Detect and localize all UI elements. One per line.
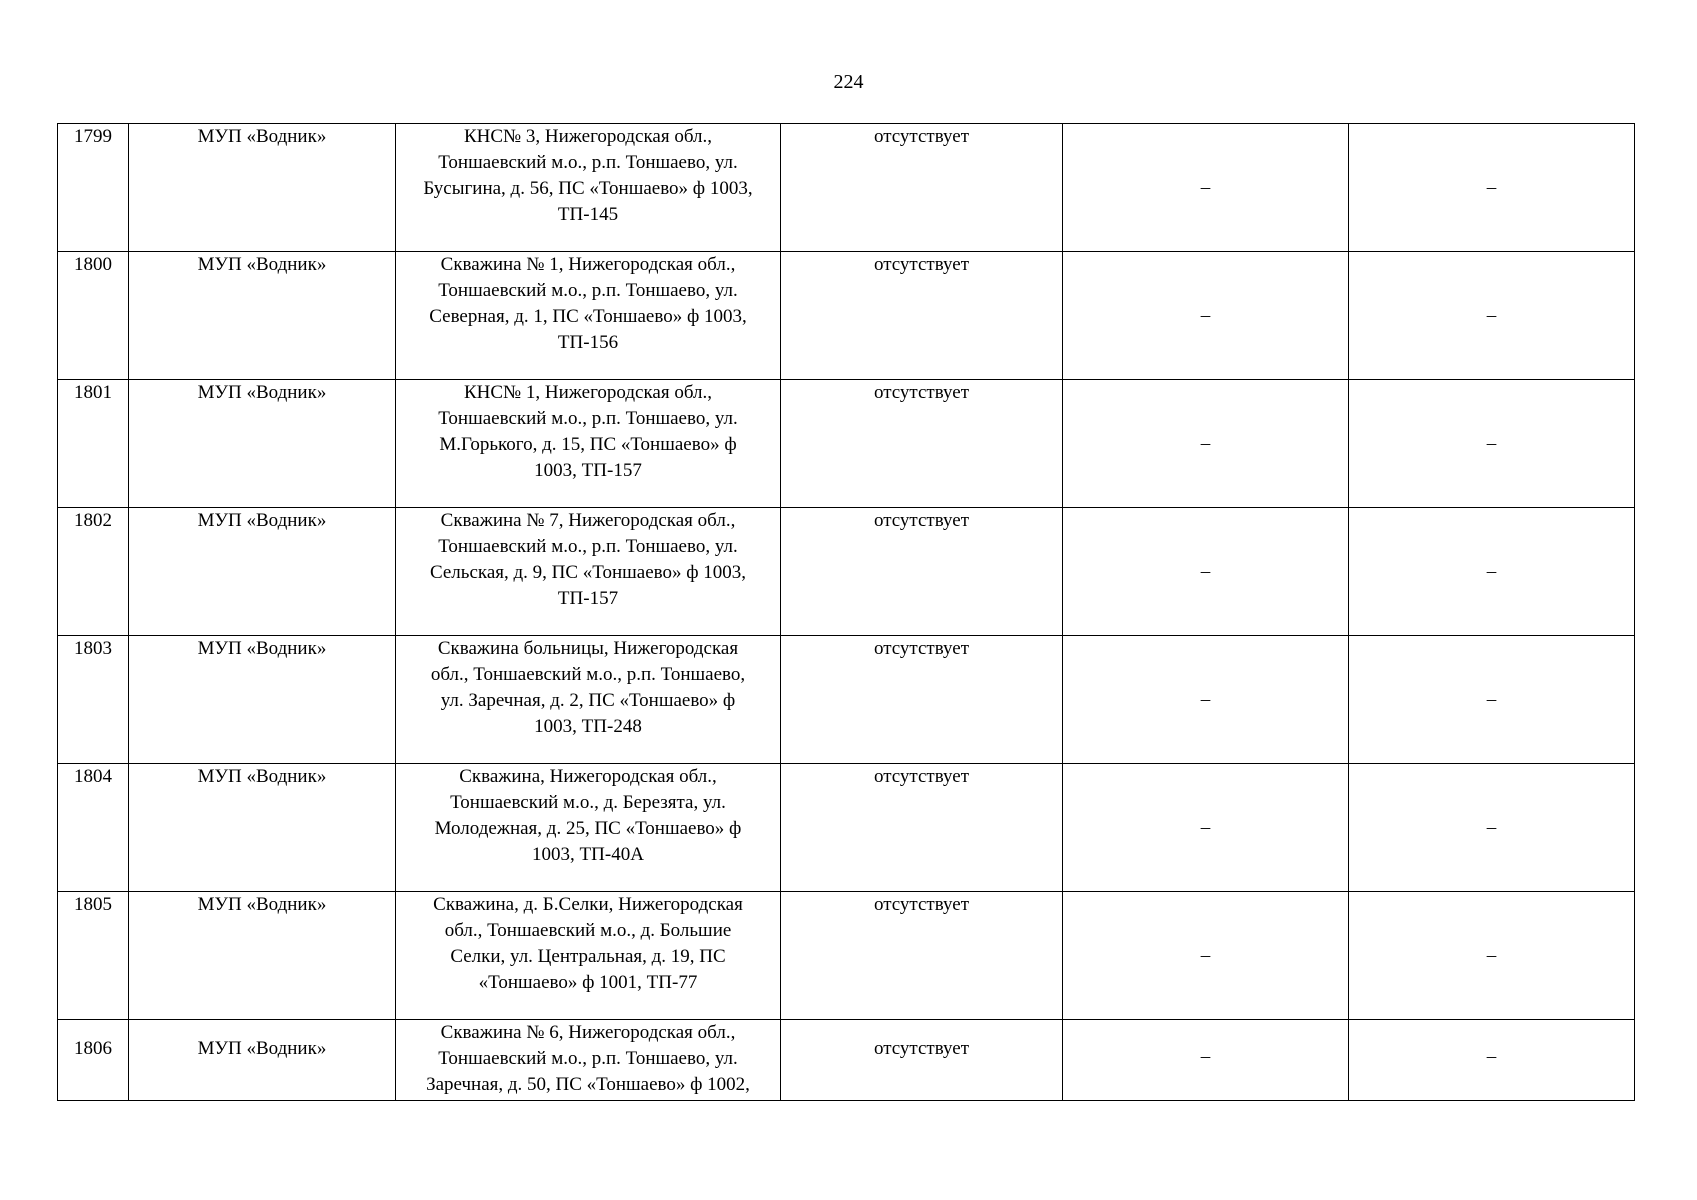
meter-status-cell: отсутствует <box>781 1020 1063 1101</box>
table-row <box>58 764 1635 892</box>
address-cell <box>396 508 781 636</box>
address-line: Селки, ул. Центральная, д. 19, ПС <box>450 946 726 967</box>
empty-value-cell: – <box>1349 508 1635 636</box>
address-line: Тоншаевский м.о., д. Березята, ул. <box>450 792 726 813</box>
address-line: Скважина больницы, Нижегородская <box>437 638 739 659</box>
address-line: ТП-145 <box>557 204 619 225</box>
address-cell <box>396 1020 781 1101</box>
address-line: Тоншаевский м.о., р.п. Тоншаево, ул. <box>438 1048 738 1069</box>
empty-value-cell: – <box>1349 252 1635 380</box>
registry-table <box>57 123 1635 1101</box>
empty-value-cell: – <box>1063 1020 1349 1101</box>
organization-cell: МУП «Водник» <box>129 380 396 508</box>
row-number-cell: 1805 <box>58 892 129 1020</box>
table-body <box>58 124 1635 1101</box>
table-row <box>58 636 1635 764</box>
address-line: Тоншаевский м.о., р.п. Тоншаево, ул. <box>438 280 738 301</box>
row-number-cell: 1800 <box>58 252 129 380</box>
meter-status-cell: отсутствует <box>781 508 1063 636</box>
empty-value-cell: – <box>1349 636 1635 764</box>
empty-value-cell: – <box>1063 252 1349 380</box>
row-number-cell: 1804 <box>58 764 129 892</box>
address-line: Сельская, д. 9, ПС «Тоншаево» ф 1003, <box>429 562 747 583</box>
organization-cell: МУП «Водник» <box>129 252 396 380</box>
table-row <box>58 124 1635 252</box>
address-line: ТП-156 <box>557 332 619 353</box>
address-line: 1003, ТП-248 <box>534 716 642 737</box>
meter-status-cell: отсутствует <box>781 636 1063 764</box>
address-line: Заречная, д. 50, ПС «Тоншаево» ф 1002, <box>426 1074 750 1095</box>
empty-value-cell: – <box>1063 892 1349 1020</box>
organization-cell: МУП «Водник» <box>129 124 396 252</box>
address-cell <box>396 892 781 1020</box>
meter-status-cell: отсутствует <box>781 252 1063 380</box>
address-line: Скважина № 7, Нижегородская обл., <box>440 510 736 531</box>
organization-cell: МУП «Водник» <box>129 508 396 636</box>
address-line: Скважина № 6, Нижегородская обл., <box>440 1022 736 1043</box>
address-line: 1003, ТП-157 <box>534 460 642 481</box>
address-line: Тоншаевский м.о., р.п. Тоншаево, ул. <box>438 536 738 557</box>
meter-status-cell: отсутствует <box>781 380 1063 508</box>
empty-value-cell: – <box>1349 764 1635 892</box>
row-number-cell: 1801 <box>58 380 129 508</box>
empty-value-cell: – <box>1063 380 1349 508</box>
address-line: КНС№ 3, Нижегородская обл., <box>463 126 713 147</box>
organization-cell: МУП «Водник» <box>129 1020 396 1101</box>
address-line: «Тоншаево» ф 1001, ТП-77 <box>478 972 698 993</box>
table-row <box>58 508 1635 636</box>
table-row <box>58 892 1635 1020</box>
address-cell <box>396 252 781 380</box>
empty-value-cell: – <box>1063 124 1349 252</box>
address-line: Скважина № 1, Нижегородская обл., <box>440 254 736 275</box>
address-line: ТП-157 <box>557 588 619 609</box>
address-cell <box>396 124 781 252</box>
meter-status-cell: отсутствует <box>781 892 1063 1020</box>
address-cell <box>396 380 781 508</box>
address-line: Тоншаевский м.о., р.п. Тоншаево, ул. <box>438 408 738 429</box>
address-cell <box>396 636 781 764</box>
row-number-cell: 1802 <box>58 508 129 636</box>
address-line: обл., Тоншаевский м.о., д. Большие <box>444 920 732 941</box>
row-number-cell: 1799 <box>58 124 129 252</box>
empty-value-cell: – <box>1063 508 1349 636</box>
address-line: Бусыгина, д. 56, ПС «Тоншаево» ф 1003, <box>423 178 753 199</box>
empty-value-cell: – <box>1349 892 1635 1020</box>
address-line: КНС№ 1, Нижегородская обл., <box>463 382 713 403</box>
table-row <box>58 380 1635 508</box>
meter-status-cell: отсутствует <box>781 764 1063 892</box>
address-line: Тоншаевский м.о., р.п. Тоншаево, ул. <box>438 152 738 173</box>
organization-cell: МУП «Водник» <box>129 636 396 764</box>
table-row <box>58 1020 1635 1101</box>
address-cell <box>396 764 781 892</box>
address-line: обл., Тоншаевский м.о., р.п. Тоншаево, <box>430 664 746 685</box>
address-line: Северная, д. 1, ПС «Тоншаево» ф 1003, <box>429 306 747 327</box>
address-line: ул. Заречная, д. 2, ПС «Тоншаево» ф <box>440 690 736 711</box>
empty-value-cell: – <box>1063 764 1349 892</box>
address-line: Молодежная, д. 25, ПС «Тоншаево» ф <box>434 818 742 839</box>
address-line: Скважина, д. Б.Селки, Нижегородская <box>433 894 743 915</box>
table-row <box>58 252 1635 380</box>
empty-value-cell: – <box>1349 124 1635 252</box>
empty-value-cell: – <box>1349 1020 1635 1101</box>
address-line: Скважина, Нижегородская обл., <box>459 766 717 787</box>
empty-value-cell: – <box>1349 380 1635 508</box>
row-number-cell: 1806 <box>58 1020 129 1101</box>
organization-cell: МУП «Водник» <box>129 764 396 892</box>
address-line: М.Горького, д. 15, ПС «Тоншаево» ф <box>439 434 737 455</box>
empty-value-cell: – <box>1063 636 1349 764</box>
row-number-cell: 1803 <box>58 636 129 764</box>
meter-status-cell: отсутствует <box>781 124 1063 252</box>
organization-cell: МУП «Водник» <box>129 892 396 1020</box>
page-number: 224 <box>833 71 864 93</box>
address-line: 1003, ТП-40А <box>532 844 644 865</box>
